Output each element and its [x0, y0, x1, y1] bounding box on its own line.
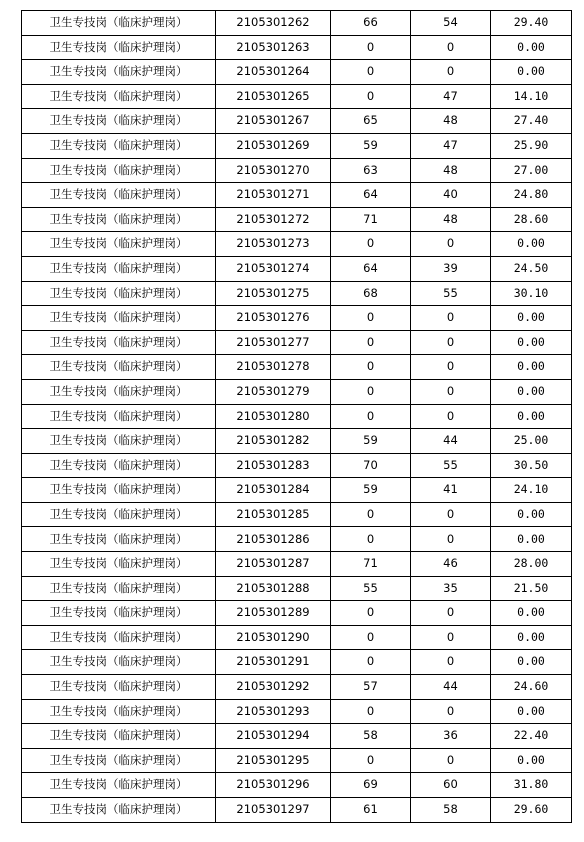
candidate-number-cell: 2105301294: [216, 724, 331, 749]
table-row: [22, 798, 572, 823]
table-row: [22, 576, 572, 601]
table-row: [22, 478, 572, 503]
written-score-cell: 0: [331, 84, 411, 109]
candidate-number-cell: 2105301270: [216, 158, 331, 183]
written-score-cell: 71: [331, 552, 411, 577]
table-row: [22, 429, 572, 454]
total-score-cell: 24.50: [491, 256, 572, 281]
second-score-cell: 0: [411, 60, 491, 85]
written-score-cell: 61: [331, 798, 411, 823]
written-score-cell: 0: [331, 232, 411, 257]
candidate-number-cell: 2105301265: [216, 84, 331, 109]
post-cell: 卫生专技岗（临床护理岗）: [22, 724, 216, 749]
table-row: [22, 330, 572, 355]
total-score-cell: 25.00: [491, 429, 572, 454]
second-score-cell: 55: [411, 281, 491, 306]
candidate-number-cell: 2105301291: [216, 650, 331, 675]
table-row: [22, 133, 572, 158]
written-score-cell: 0: [331, 355, 411, 380]
table-row: [22, 256, 572, 281]
total-score-cell: 0.00: [491, 330, 572, 355]
total-score-cell: 0.00: [491, 601, 572, 626]
table-row: [22, 207, 572, 232]
post-cell: 卫生专技岗（临床护理岗）: [22, 576, 216, 601]
table-row: [22, 11, 572, 36]
post-cell: 卫生专技岗（临床护理岗）: [22, 748, 216, 773]
table-row: [22, 306, 572, 331]
candidate-number-cell: 2105301262: [216, 11, 331, 36]
total-score-cell: 29.40: [491, 11, 572, 36]
candidate-number-cell: 2105301292: [216, 675, 331, 700]
table-row: [22, 675, 572, 700]
written-score-cell: 71: [331, 207, 411, 232]
total-score-cell: 27.00: [491, 158, 572, 183]
post-cell: 卫生专技岗（临床护理岗）: [22, 552, 216, 577]
post-cell: 卫生专技岗（临床护理岗）: [22, 429, 216, 454]
candidate-number-cell: 2105301297: [216, 798, 331, 823]
post-cell: 卫生专技岗（临床护理岗）: [22, 675, 216, 700]
table-row: [22, 601, 572, 626]
candidate-number-cell: 2105301296: [216, 773, 331, 798]
post-cell: 卫生专技岗（临床护理岗）: [22, 527, 216, 552]
post-cell: 卫生专技岗（临床护理岗）: [22, 11, 216, 36]
written-score-cell: 64: [331, 256, 411, 281]
second-score-cell: 36: [411, 724, 491, 749]
written-score-cell: 58: [331, 724, 411, 749]
written-score-cell: 0: [331, 306, 411, 331]
post-cell: 卫生专技岗（临床护理岗）: [22, 232, 216, 257]
second-score-cell: 0: [411, 330, 491, 355]
candidate-number-cell: 2105301280: [216, 404, 331, 429]
table-row: [22, 183, 572, 208]
candidate-number-cell: 2105301264: [216, 60, 331, 85]
total-score-cell: 0.00: [491, 650, 572, 675]
written-score-cell: 59: [331, 429, 411, 454]
second-score-cell: 0: [411, 527, 491, 552]
table-row: [22, 84, 572, 109]
table-row: [22, 109, 572, 134]
total-score-cell: 0.00: [491, 699, 572, 724]
written-score-cell: 0: [331, 502, 411, 527]
second-score-cell: 47: [411, 133, 491, 158]
post-cell: 卫生专技岗（临床护理岗）: [22, 355, 216, 380]
total-score-cell: 27.40: [491, 109, 572, 134]
table-row: [22, 650, 572, 675]
post-cell: 卫生专技岗（临床护理岗）: [22, 773, 216, 798]
total-score-cell: 30.50: [491, 453, 572, 478]
post-cell: 卫生专技岗（临床护理岗）: [22, 699, 216, 724]
total-score-cell: 0.00: [491, 232, 572, 257]
candidate-number-cell: 2105301269: [216, 133, 331, 158]
second-score-cell: 0: [411, 625, 491, 650]
total-score-cell: 24.10: [491, 478, 572, 503]
table-row: [22, 453, 572, 478]
total-score-cell: 0.00: [491, 502, 572, 527]
post-cell: 卫生专技岗（临床护理岗）: [22, 183, 216, 208]
candidate-number-cell: 2105301289: [216, 601, 331, 626]
candidate-number-cell: 2105301290: [216, 625, 331, 650]
second-score-cell: 60: [411, 773, 491, 798]
candidate-number-cell: 2105301282: [216, 429, 331, 454]
candidate-number-cell: 2105301273: [216, 232, 331, 257]
table-row: [22, 60, 572, 85]
written-score-cell: 0: [331, 404, 411, 429]
candidate-number-cell: 2105301275: [216, 281, 331, 306]
total-score-cell: 0.00: [491, 35, 572, 60]
total-score-cell: 0.00: [491, 748, 572, 773]
second-score-cell: 0: [411, 502, 491, 527]
total-score-cell: 28.60: [491, 207, 572, 232]
second-score-cell: 0: [411, 748, 491, 773]
post-cell: 卫生专技岗（临床护理岗）: [22, 158, 216, 183]
second-score-cell: 0: [411, 699, 491, 724]
table-row: [22, 355, 572, 380]
post-cell: 卫生专技岗（临床护理岗）: [22, 281, 216, 306]
written-score-cell: 0: [331, 60, 411, 85]
written-score-cell: 0: [331, 625, 411, 650]
candidate-number-cell: 2105301284: [216, 478, 331, 503]
candidate-number-cell: 2105301271: [216, 183, 331, 208]
post-cell: 卫生专技岗（临床护理岗）: [22, 207, 216, 232]
second-score-cell: 48: [411, 207, 491, 232]
post-cell: 卫生专技岗（临床护理岗）: [22, 650, 216, 675]
candidate-number-cell: 2105301267: [216, 109, 331, 134]
second-score-cell: 44: [411, 429, 491, 454]
written-score-cell: 70: [331, 453, 411, 478]
candidate-number-cell: 2105301277: [216, 330, 331, 355]
total-score-cell: 0.00: [491, 527, 572, 552]
written-score-cell: 0: [331, 527, 411, 552]
second-score-cell: 58: [411, 798, 491, 823]
candidate-number-cell: 2105301295: [216, 748, 331, 773]
second-score-cell: 41: [411, 478, 491, 503]
written-score-cell: 57: [331, 675, 411, 700]
total-score-cell: 0.00: [491, 60, 572, 85]
second-score-cell: 0: [411, 379, 491, 404]
second-score-cell: 39: [411, 256, 491, 281]
total-score-cell: 0.00: [491, 625, 572, 650]
score-table: [21, 10, 572, 823]
table-row: [22, 379, 572, 404]
post-cell: 卫生专技岗（临床护理岗）: [22, 35, 216, 60]
candidate-number-cell: 2105301274: [216, 256, 331, 281]
table-row: [22, 625, 572, 650]
second-score-cell: 54: [411, 11, 491, 36]
candidate-number-cell: 2105301283: [216, 453, 331, 478]
candidate-number-cell: 2105301293: [216, 699, 331, 724]
table-row: [22, 35, 572, 60]
second-score-cell: 0: [411, 650, 491, 675]
total-score-cell: 31.80: [491, 773, 572, 798]
written-score-cell: 0: [331, 650, 411, 675]
total-score-cell: 0.00: [491, 306, 572, 331]
second-score-cell: 48: [411, 109, 491, 134]
second-score-cell: 0: [411, 306, 491, 331]
written-score-cell: 0: [331, 601, 411, 626]
table-row: [22, 502, 572, 527]
post-cell: 卫生专技岗（临床护理岗）: [22, 502, 216, 527]
post-cell: 卫生专技岗（临床护理岗）: [22, 60, 216, 85]
table-row: [22, 552, 572, 577]
total-score-cell: 25.90: [491, 133, 572, 158]
table-row: [22, 773, 572, 798]
candidate-number-cell: 2105301276: [216, 306, 331, 331]
total-score-cell: 22.40: [491, 724, 572, 749]
written-score-cell: 66: [331, 11, 411, 36]
post-cell: 卫生专技岗（临床护理岗）: [22, 84, 216, 109]
second-score-cell: 55: [411, 453, 491, 478]
second-score-cell: 0: [411, 355, 491, 380]
table-body: [22, 11, 572, 823]
written-score-cell: 55: [331, 576, 411, 601]
total-score-cell: 21.50: [491, 576, 572, 601]
post-cell: 卫生专技岗（临床护理岗）: [22, 453, 216, 478]
candidate-number-cell: 2105301286: [216, 527, 331, 552]
written-score-cell: 0: [331, 330, 411, 355]
written-score-cell: 68: [331, 281, 411, 306]
table-row: [22, 699, 572, 724]
written-score-cell: 0: [331, 699, 411, 724]
total-score-cell: 24.60: [491, 675, 572, 700]
table-row: [22, 748, 572, 773]
table-row: [22, 281, 572, 306]
written-score-cell: 0: [331, 379, 411, 404]
candidate-number-cell: 2105301288: [216, 576, 331, 601]
post-cell: 卫生专技岗（临床护理岗）: [22, 379, 216, 404]
post-cell: 卫生专技岗（临床护理岗）: [22, 330, 216, 355]
written-score-cell: 64: [331, 183, 411, 208]
second-score-cell: 47: [411, 84, 491, 109]
post-cell: 卫生专技岗（临床护理岗）: [22, 404, 216, 429]
candidate-number-cell: 2105301263: [216, 35, 331, 60]
total-score-cell: 24.80: [491, 183, 572, 208]
total-score-cell: 30.10: [491, 281, 572, 306]
candidate-number-cell: 2105301272: [216, 207, 331, 232]
total-score-cell: 0.00: [491, 404, 572, 429]
table-row: [22, 158, 572, 183]
written-score-cell: 0: [331, 748, 411, 773]
post-cell: 卫生专技岗（临床护理岗）: [22, 625, 216, 650]
total-score-cell: 14.10: [491, 84, 572, 109]
second-score-cell: 0: [411, 232, 491, 257]
post-cell: 卫生专技岗（临床护理岗）: [22, 133, 216, 158]
post-cell: 卫生专技岗（临床护理岗）: [22, 109, 216, 134]
second-score-cell: 48: [411, 158, 491, 183]
post-cell: 卫生专技岗（临床护理岗）: [22, 798, 216, 823]
table-row: [22, 527, 572, 552]
written-score-cell: 69: [331, 773, 411, 798]
table-row: [22, 724, 572, 749]
second-score-cell: 0: [411, 601, 491, 626]
post-cell: 卫生专技岗（临床护理岗）: [22, 478, 216, 503]
candidate-number-cell: 2105301278: [216, 355, 331, 380]
total-score-cell: 0.00: [491, 355, 572, 380]
second-score-cell: 0: [411, 35, 491, 60]
total-score-cell: 0.00: [491, 379, 572, 404]
table-row: [22, 404, 572, 429]
second-score-cell: 0: [411, 404, 491, 429]
second-score-cell: 35: [411, 576, 491, 601]
second-score-cell: 46: [411, 552, 491, 577]
post-cell: 卫生专技岗（临床护理岗）: [22, 256, 216, 281]
total-score-cell: 29.60: [491, 798, 572, 823]
written-score-cell: 59: [331, 478, 411, 503]
written-score-cell: 65: [331, 109, 411, 134]
written-score-cell: 59: [331, 133, 411, 158]
second-score-cell: 40: [411, 183, 491, 208]
total-score-cell: 28.00: [491, 552, 572, 577]
post-cell: 卫生专技岗（临床护理岗）: [22, 601, 216, 626]
written-score-cell: 63: [331, 158, 411, 183]
second-score-cell: 44: [411, 675, 491, 700]
candidate-number-cell: 2105301287: [216, 552, 331, 577]
candidate-number-cell: 2105301279: [216, 379, 331, 404]
written-score-cell: 0: [331, 35, 411, 60]
table-row: [22, 232, 572, 257]
candidate-number-cell: 2105301285: [216, 502, 331, 527]
post-cell: 卫生专技岗（临床护理岗）: [22, 306, 216, 331]
